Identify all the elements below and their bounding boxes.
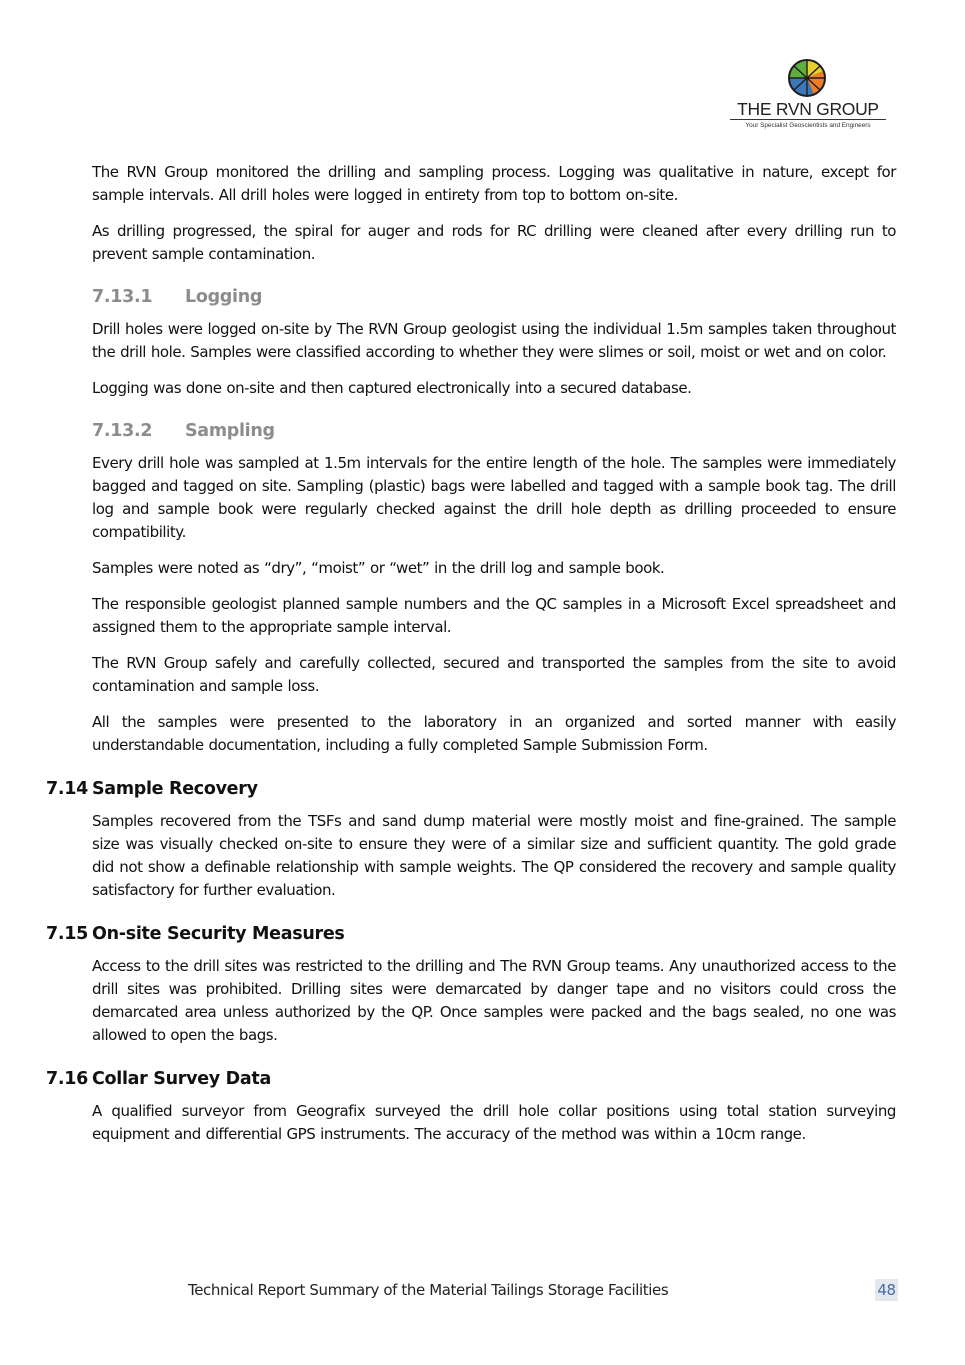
- section-title: On-site Security Measures: [92, 924, 345, 944]
- heading-7-13-1: [92, 287, 896, 307]
- paragraph: Samples recovered from the TSFs and sand dump material were mostly moist and fine-grained. The sample size was visually checked on-site to ensure they were of a similar size and sufficient quantity. The gold grade did not show a definable relationship with sample weights. The QP considered the recovery and sample quality satisfactory for further evaluation.: [92, 812, 896, 899]
- page-number: 48: [875, 1279, 898, 1301]
- document-body: [46, 161, 896, 1159]
- paragraph: Logging was done on-site and then captured electronically into a secured database.: [92, 379, 692, 397]
- paragraph: Access to the drill sites was restricted to the drilling and The RVN Group teams. Any unauthorized access to the drill sites was prohibited. Drilling sites were demarcated by danger tape and no visitors could cross the demarcated area unless authorized by the QP. Once samples were packed and the bags sealed, no one was allowed to open the bags.: [92, 957, 896, 1044]
- logo-circle-icon: [786, 58, 828, 98]
- section-number: 7.14: [46, 779, 88, 799]
- heading-7-15: [46, 924, 896, 944]
- footer-title: Technical Report Summary of the Material Tailings Storage Facilities: [188, 1281, 669, 1299]
- section-number: 7.15: [46, 924, 88, 944]
- section-title: Sampling: [185, 421, 275, 441]
- paragraph: Drill holes were logged on-site by The RVN Group geologist using the individual 1.5m samples taken throughout the drill hole. Samples were classified according to whether they were slimes or soil, moist or wet and on color.: [92, 320, 896, 361]
- paragraph: The responsible geologist planned sample numbers and the QC samples in a Microsoft Excel spreadsheet and assigned them to the appropriate sample interval.: [92, 595, 896, 636]
- paragraph: A qualified surveyor from Geografix surveyed the drill hole collar positions using total station surveying equipment and differential GPS instruments. The accuracy of the method was within a 10cm range.: [92, 1102, 896, 1143]
- section-number: 7.16: [46, 1069, 88, 1089]
- section-title: Sample Recovery: [92, 779, 258, 799]
- heading-7-16: [46, 1069, 896, 1089]
- heading-7-14: [46, 779, 896, 799]
- paragraph: The RVN Group safely and carefully collected, secured and transported the samples from the site to avoid contamination and sample loss.: [92, 654, 896, 695]
- company-logo: [728, 58, 888, 132]
- section-title: Collar Survey Data: [92, 1069, 271, 1089]
- section-title: Logging: [185, 287, 263, 307]
- paragraph: All the samples were presented to the laboratory in an organized and sorted manner with easily understandable documentation, including a fully completed Sample Submission Form.: [92, 713, 896, 754]
- heading-7-13-2: [92, 421, 896, 441]
- paragraph: The RVN Group monitored the drilling and sampling process. Logging was qualitative in nature, except for sample intervals. All drill holes were logged in entirety from top to bottom on-site.: [92, 163, 896, 204]
- paragraph: Samples were noted as “dry”, “moist” or “wet” in the drill log and sample book.: [92, 559, 665, 577]
- section-number: 7.13.2: [92, 421, 153, 441]
- paragraph: Every drill hole was sampled at 1.5m intervals for the entire length of the hole. The samples were immediately bagged and tagged on site. Sampling (plastic) bags were labelled and tagged with a sample book tag. The drill log and sample book were regularly checked against the drill hole depth as drilling proceeded to ensure compatibility.: [92, 454, 896, 541]
- logo-tagline: Your Specialist Geoscientists and Engineers: [745, 122, 871, 129]
- paragraph: As drilling progressed, the spiral for auger and rods for RC drilling were cleaned after every drilling run to prevent sample contamination.: [92, 222, 896, 263]
- logo-title: THE RVN GROUP: [730, 99, 886, 120]
- section-number: 7.13.1: [92, 287, 153, 307]
